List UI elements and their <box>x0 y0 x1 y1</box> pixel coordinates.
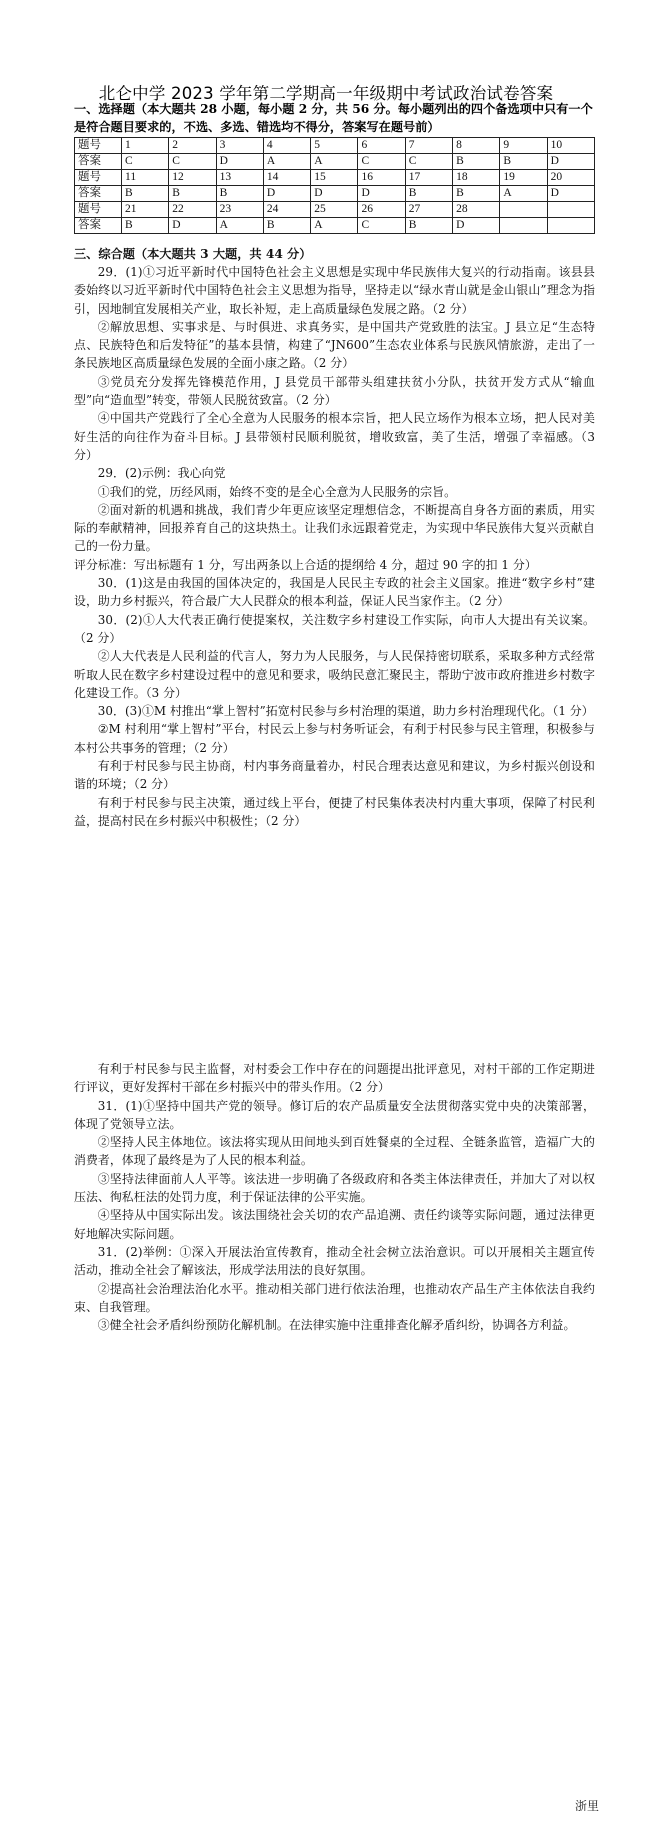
answer-paragraph: ④坚持从中国实际出发。该法围绕社会关切的农产品追溯、责任约谈等实际问题，通过法律更好地解决实际问题。 <box>74 1208 595 1241</box>
table-row-label: 题号 <box>75 138 122 154</box>
answer-paragraph: 30．(2)①人大代表正确行使提案权，关注数字乡村建设工作实际，向市人大提出有关议案。（2 分） <box>74 612 595 645</box>
table-row <box>75 218 595 234</box>
answer-paragraph: 有利于村民参与民主决策，通过线上平台，便捷了村民集体表决村内重大事项，保障了村民利益，提高村民在乡村振兴中积极性；（2 分） <box>74 795 595 828</box>
table-cell: A <box>311 154 358 170</box>
table-cell <box>547 218 594 234</box>
table-cell: B <box>169 186 216 202</box>
answer-paragraph: 29．(2)示例：我心向党 <box>97 466 226 481</box>
answer-paragraph: ①我们的党，历经风雨，始终不变的是全心全意为人民服务的宗旨。 <box>97 484 457 499</box>
table-cell: 23 <box>216 202 263 218</box>
table-cell: B <box>453 154 500 170</box>
table-cell: 19 <box>500 170 547 186</box>
table-cell: A <box>216 218 263 234</box>
table-cell: C <box>358 154 405 170</box>
table-cell: D <box>311 186 358 202</box>
table-cell: 4 <box>263 138 310 154</box>
table-row-label: 题号 <box>75 202 122 218</box>
table-cell: 13 <box>216 170 263 186</box>
section1-heading: 一、选择题（本大题共 28 小题，每小题 2 分，共 56 分。每小题列出的四个备选项中只有一个是符合题目要求的，不选、多选、错选均不得分，答案写在题号前） <box>74 102 593 134</box>
table-cell: 9 <box>500 138 547 154</box>
answer-paragraph: 评分标准：写出标题有 1 分，写出两条以上合适的提纲给 4 分，超过 90 字的扣 1 分） <box>74 557 537 572</box>
table-cell: A <box>311 218 358 234</box>
table-cell: B <box>216 186 263 202</box>
table-cell: 24 <box>263 202 310 218</box>
table-row <box>75 170 595 186</box>
table-cell: C <box>358 218 405 234</box>
table-cell: 20 <box>547 170 594 186</box>
answer-paragraph: ②人大代表是人民利益的代言人，努力为人民服务，与人民保持密切联系，采取多种方式经常听取人民在数字乡村建设过程中的意见和要求，吸纳民意汇聚民主，帮助宁波市政府推进乡村数字化建设工作。（3 分） <box>74 649 595 700</box>
answer-paragraph: ②M 村利用“掌上智村”平台，村民云上参与村务听证会，有利于村民参与民主管理，积极参与本村公共事务的管理；（2 分） <box>74 722 595 755</box>
answer-paragraph: 31．(2)举例：①深入开展法治宣传教育，推动全社会树立法治意识。可以开展相关主题宣传活动，推动全社会了解该法，形成学法用法的良好氛围。 <box>74 1244 595 1278</box>
table-row <box>75 186 595 202</box>
table-cell: B <box>500 154 547 170</box>
table-cell: 10 <box>547 138 594 154</box>
table-row-label: 答案 <box>75 154 122 170</box>
table-cell: 3 <box>216 138 263 154</box>
answer-paragraph: ②坚持人民主体地位。该法将实现从田间地头到百姓餐桌的全过程、全链条监管，造福广大的消费者，体现了最终是为了人民的根本利益。 <box>74 1135 595 1168</box>
answer-paragraph: ③党员充分发挥先锋模范作用，J 县党员干部带头组建扶贫小分队，扶贫开发方式从“输血型”向“造血型”转变，带领人民脱贫致富。（2 分） <box>74 374 595 408</box>
table-cell: C <box>169 154 216 170</box>
table-cell <box>500 218 547 234</box>
table-cell: 8 <box>453 138 500 154</box>
answers-part2 <box>74 1060 595 1334</box>
table-cell: D <box>453 218 500 234</box>
table-cell: 6 <box>358 138 405 154</box>
table-cell: B <box>122 218 169 234</box>
table-cell: 21 <box>122 202 169 218</box>
document-title: 北仑中学 2023 学年第二学期高一年级期中考试政治试卷答案 <box>98 84 554 103</box>
answer-paragraph: 30．(1)这是由我国的国体决定的，我国是人民民主专政的社会主义国家。推进“数字乡村”建设，助力乡村振兴，符合最广大人民群众的根本利益，保证人民当家作主。（2 分） <box>74 576 595 609</box>
table-cell: D <box>263 186 310 202</box>
answer-paragraph: 30．(3)①M 村推出“掌上智村”拓宽村民参与乡村治理的渠道，助力乡村治理现代化。（1 分） <box>97 704 594 719</box>
table-cell: B <box>122 186 169 202</box>
table-cell <box>500 202 547 218</box>
table-cell: D <box>547 154 594 170</box>
table-cell: 22 <box>169 202 216 218</box>
table-cell: A <box>263 154 310 170</box>
table-cell: B <box>405 218 452 234</box>
table-row <box>75 154 595 170</box>
answer-paragraph: 有利于村民参与民主监督，对村委会工作中存在的问题提出批评意见，对村干部的工作定期进行评议，更好发挥村干部在乡村振兴中的带头作用。（2 分） <box>74 1062 595 1095</box>
table-cell <box>547 202 594 218</box>
section3-heading: 三、综合题（本大题共 3 大题，共 44 分） <box>74 247 312 261</box>
answer-paragraph: ②提高社会治理法治化水平。推动相关部门进行依法治理，也推动农产品生产主体依法自我约束、自我管理。 <box>74 1281 595 1314</box>
table-cell: 28 <box>453 202 500 218</box>
table-cell: B <box>263 218 310 234</box>
answer-paragraph: 29．(1)①习近平新时代中国特色社会主义思想是实现中华民族伟大复兴的行动指南。该县县委始终以习近平新时代中国特色社会主义思想为指导，坚持走以“绿水青山就是金山银山”理念为指引，因地制宜发展相关产业，取长补短，走上高质量绿色发展之路。（2 分） <box>74 265 595 316</box>
table-row-label: 题号 <box>75 170 122 186</box>
table-cell: 11 <box>122 170 169 186</box>
table-cell: C <box>122 154 169 170</box>
table-row <box>75 138 595 154</box>
table-cell: 27 <box>405 202 452 218</box>
answers-part1 <box>74 263 595 830</box>
table-cell: 7 <box>405 138 452 154</box>
table-cell: 17 <box>405 170 452 186</box>
table-row <box>75 202 595 218</box>
table-cell: B <box>405 186 452 202</box>
table-cell: 1 <box>122 138 169 154</box>
table-cell: B <box>453 186 500 202</box>
table-cell: D <box>169 218 216 234</box>
table-cell: A <box>500 186 547 202</box>
table-cell: 26 <box>358 202 405 218</box>
table-cell: 5 <box>311 138 358 154</box>
answer-paragraph: ②解放思想、实事求是、与时俱进、求真务实，是中国共产党致胜的法宝。J 县立足“生态特点、民族特色和后发特征”的基本县情，构建了“JN600”生态农业体系与民族风情旅游，走出了一条民族地区高质量绿色发展的全面小康之路。（2 分） <box>74 319 595 371</box>
table-row-label: 答案 <box>75 186 122 202</box>
table-cell: 12 <box>169 170 216 186</box>
answer-paragraph: ③坚持法律面前人人平等。该法进一步明确了各级政府和各类主体法律责任，并加大了对以权压法、徇私枉法的处罚力度，利于保证法律的公平实施。 <box>74 1171 595 1205</box>
answer-paragraph: 31．(1)①坚持中国共产党的领导。修订后的农产品质量安全法贯彻落实党中央的决策部署，体现了党领导立法。 <box>74 1098 595 1131</box>
answer-paragraph: ④中国共产党践行了全心全意为人民服务的根本宗旨，把人民立场作为根本立场，把人民对美好生活的向往作为奋斗目标。J 县带领村民顺利脱贫，增收致富，美了生活，增强了幸福感。（3 分） <box>74 411 595 462</box>
table-cell: 14 <box>263 170 310 186</box>
answer-paragraph: 有利于村民参与民主协商，村内事务商量着办，村民合理表达意见和建议，为乡村振兴创设和谐的环境；（2 分） <box>74 759 595 792</box>
table-cell: 25 <box>311 202 358 218</box>
answer-paragraph: ②面对新的机遇和挑战，我们青少年更应该坚定理想信念，不断提高自身各方面的素质，用实际的奉献精神，回报养育自己的这块热土。让我们永远跟着党走，为实现中华民族伟大复兴贡献自己的一份力量。 <box>74 502 595 554</box>
table-cell: 16 <box>358 170 405 186</box>
table-cell: D <box>216 154 263 170</box>
table-row-label: 答案 <box>75 218 122 234</box>
table-cell: D <box>358 186 405 202</box>
corner-watermark-text: 浙里 <box>575 1799 600 1813</box>
table-cell: D <box>547 186 594 202</box>
table-cell: 18 <box>453 170 500 186</box>
answer-table <box>74 137 595 234</box>
table-cell: 2 <box>169 138 216 154</box>
table-cell: 15 <box>311 170 358 186</box>
table-cell: C <box>405 154 452 170</box>
answer-paragraph: ③健全社会矛盾纠纷预防化解机制。在法律实施中注重排查化解矛盾纠纷，协调各方利益。 <box>97 1318 576 1333</box>
